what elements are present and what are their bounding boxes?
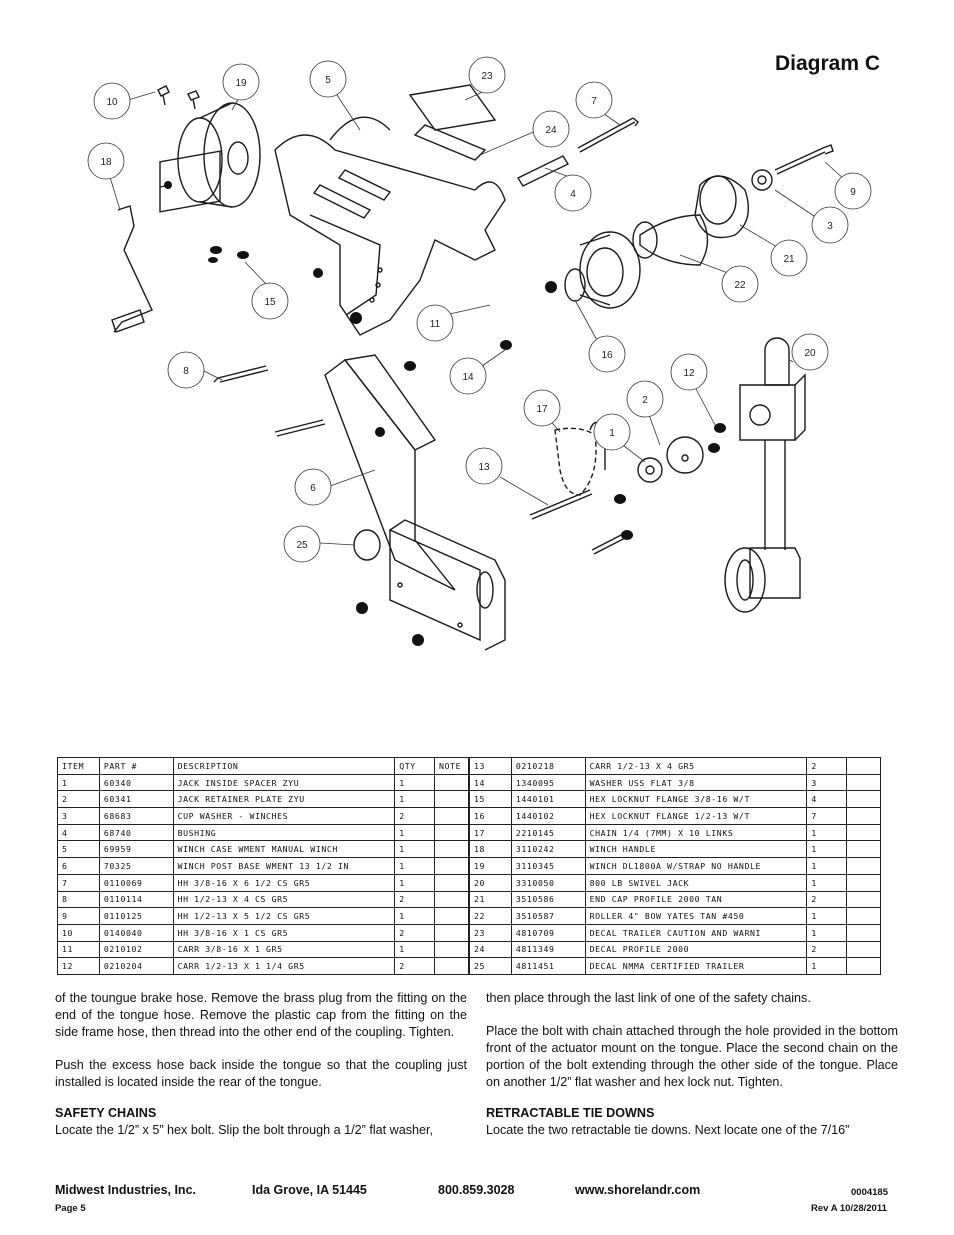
- table-row: [58, 858, 469, 875]
- cell-item: 12: [58, 958, 100, 975]
- cell-note: [435, 874, 469, 891]
- cell-note: [435, 791, 469, 808]
- svg-text:19: 19: [235, 78, 247, 89]
- cell-note: [847, 824, 881, 841]
- cell-qty: 2: [807, 941, 847, 958]
- cell-qty: 1: [395, 941, 435, 958]
- svg-text:8: 8: [183, 366, 189, 377]
- cell-description: 800 LB SWIVEL JACK: [585, 874, 807, 891]
- cell-note: [847, 858, 881, 875]
- cell-part-number: 1340095: [511, 774, 585, 791]
- cell-item: 14: [470, 774, 512, 791]
- header-qty: QTY: [395, 758, 435, 775]
- post-base-part: [325, 355, 505, 650]
- cell-qty: 1: [395, 841, 435, 858]
- cell-part-number: 4811451: [511, 958, 585, 975]
- cell-item: 20: [470, 874, 512, 891]
- svg-text:17: 17: [536, 404, 548, 415]
- table-row: [470, 874, 881, 891]
- svg-text:2: 2: [642, 395, 648, 406]
- table-row: [470, 808, 881, 825]
- svg-text:24: 24: [545, 125, 557, 136]
- cell-description: ROLLER 4" BOW YATES TAN #450: [585, 908, 807, 925]
- cell-qty: 2: [395, 958, 435, 975]
- callout-labels: [88, 57, 871, 562]
- header-note: NOTE: [435, 758, 469, 775]
- svg-text:6: 6: [310, 483, 316, 494]
- cell-qty: 1: [395, 824, 435, 841]
- cell-item: 5: [58, 841, 100, 858]
- cell-qty: 1: [807, 908, 847, 925]
- cell-item: 13: [470, 758, 512, 775]
- cell-item: 16: [470, 808, 512, 825]
- paragraph: of the toungue brake hose. Remove the brass plug from the fitting on the end of the tongue hose. Remove the plastic cap from the fitting on the side frame hose, then thread into the other end of the coupling. Tighten.: [55, 991, 467, 1039]
- cell-description: CARR 1/2-13 X 4 GR5: [585, 758, 807, 775]
- paragraph: Push the excess hose back inside the tongue so that the coupling just installed is located inside the rear of the tongue.: [55, 1058, 467, 1089]
- table-row: [470, 758, 881, 775]
- cell-note: [847, 791, 881, 808]
- svg-text:13: 13: [478, 462, 490, 473]
- table-row: [470, 924, 881, 941]
- cell-item: 22: [470, 908, 512, 925]
- cell-qty: 2: [807, 758, 847, 775]
- table-header-row: [58, 758, 469, 775]
- cell-part-number: 68740: [99, 824, 173, 841]
- cell-description: HH 1/2-13 X 4 CS GR5: [173, 891, 395, 908]
- cell-note: [435, 808, 469, 825]
- paragraph: Place the bolt with chain attached through the hole provided in the bottom front of the actuator mount on the tongue. Place the second chain on the portion of the bolt extending through the other side of the tongue. Place on another 1/2” flat washer and hex lock nut. Tighten.: [486, 1024, 898, 1089]
- section-heading-retractable-tie-downs: RETRACTABLE TIE DOWNS: [486, 1106, 655, 1120]
- winch-case-part: [275, 117, 505, 335]
- cell-qty: 4: [807, 791, 847, 808]
- svg-text:14: 14: [462, 372, 474, 383]
- cell-item: 17: [470, 824, 512, 841]
- cell-note: [435, 924, 469, 941]
- svg-text:15: 15: [264, 297, 276, 308]
- table-row: [58, 791, 469, 808]
- cell-description: CHAIN 1/4 (7MM) X 10 LINKS: [585, 824, 807, 841]
- svg-text:18: 18: [100, 157, 112, 168]
- swivel-jack-part: [725, 338, 805, 612]
- table-row: [470, 774, 881, 791]
- cell-description: WINCH CASE WMENT MANUAL WINCH: [173, 841, 395, 858]
- cell-description: CARR 1/2-13 X 1 1/4 GR5: [173, 958, 395, 975]
- svg-text:4: 4: [570, 189, 576, 200]
- cell-part-number: 60341: [99, 791, 173, 808]
- cell-note: [435, 858, 469, 875]
- table-row: [58, 891, 469, 908]
- svg-text:22: 22: [734, 280, 746, 291]
- cell-description: BUSHING: [173, 824, 395, 841]
- cell-description: HH 3/8-16 X 1 CS GR5: [173, 924, 395, 941]
- cell-description: HEX LOCKNUT FLANGE 1/2-13 W/T: [585, 808, 807, 825]
- cell-note: [847, 841, 881, 858]
- table-row: [58, 841, 469, 858]
- cell-item: 2: [58, 791, 100, 808]
- cell-qty: 2: [395, 891, 435, 908]
- cell-note: [435, 958, 469, 975]
- cell-item: 23: [470, 924, 512, 941]
- cell-description: CARR 3/8-16 X 1 GR5: [173, 941, 395, 958]
- cell-qty: 1: [395, 791, 435, 808]
- cell-part-number: 70325: [99, 858, 173, 875]
- cell-note: [847, 874, 881, 891]
- cell-item: 11: [58, 941, 100, 958]
- table-row: [470, 858, 881, 875]
- cell-item: 18: [470, 841, 512, 858]
- cell-part-number: 0210102: [99, 941, 173, 958]
- cell-qty: 1: [807, 958, 847, 975]
- cell-part-number: 69959: [99, 841, 173, 858]
- cell-description: DECAL TRAILER CAUTION AND WARNI: [585, 924, 807, 941]
- svg-text:11: 11: [429, 319, 441, 330]
- cell-item: 1: [58, 774, 100, 791]
- cell-qty: 1: [395, 774, 435, 791]
- paragraph: Locate the two retractable tie downs. Next locate one of the 7/16”: [486, 1123, 850, 1137]
- cell-note: [847, 774, 881, 791]
- header-item: ITEM: [58, 758, 100, 775]
- svg-text:23: 23: [481, 71, 493, 82]
- cell-part-number: 60340: [99, 774, 173, 791]
- table-row: [470, 891, 881, 908]
- cell-item: 4: [58, 824, 100, 841]
- cell-part-number: 3510586: [511, 891, 585, 908]
- cell-description: JACK INSIDE SPACER ZYU: [173, 774, 395, 791]
- cell-qty: 1: [395, 858, 435, 875]
- footer-phone: 800.859.3028: [438, 1183, 515, 1197]
- cell-item: 9: [58, 908, 100, 925]
- table-row: [470, 958, 881, 975]
- cell-description: END CAP PROFILE 2000 TAN: [585, 891, 807, 908]
- cell-note: [435, 774, 469, 791]
- cell-qty: 1: [395, 908, 435, 925]
- header-part: PART #: [99, 758, 173, 775]
- cell-item: 6: [58, 858, 100, 875]
- cell-part-number: 3310050: [511, 874, 585, 891]
- cell-note: [847, 808, 881, 825]
- cell-item: 7: [58, 874, 100, 891]
- cell-part-number: 68683: [99, 808, 173, 825]
- svg-text:9: 9: [850, 187, 856, 198]
- footer-city: Ida Grove, IA 51445: [252, 1183, 367, 1197]
- cell-item: 21: [470, 891, 512, 908]
- cell-part-number: 2210145: [511, 824, 585, 841]
- table-row: [58, 908, 469, 925]
- svg-text:20: 20: [804, 348, 816, 359]
- svg-text:7: 7: [591, 96, 597, 107]
- cell-qty: 2: [807, 891, 847, 908]
- table-row: [470, 824, 881, 841]
- paragraph: then place through the last link of one of the safety chains.: [486, 991, 811, 1005]
- left-text-column: [55, 990, 467, 1155]
- svg-text:3: 3: [827, 221, 833, 232]
- cell-note: [847, 891, 881, 908]
- cell-part-number: 0110069: [99, 874, 173, 891]
- cell-item: 25: [470, 958, 512, 975]
- footer-doc-number: 0004185: [851, 1187, 888, 1198]
- cell-description: JACK RETAINER PLATE ZYU: [173, 791, 395, 808]
- cell-description: WINCH POST BASE WMENT 13 1/2 IN: [173, 858, 395, 875]
- cell-note: [435, 941, 469, 958]
- section-heading-safety-chains: SAFETY CHAINS: [55, 1106, 157, 1120]
- table-row: [58, 924, 469, 941]
- table-row: [58, 958, 469, 975]
- table-row: [470, 908, 881, 925]
- cell-part-number: 1440101: [511, 791, 585, 808]
- cell-qty: 1: [807, 874, 847, 891]
- cell-qty: 1: [807, 824, 847, 841]
- cell-note: [847, 941, 881, 958]
- cell-qty: 7: [807, 808, 847, 825]
- cell-item: 10: [58, 924, 100, 941]
- svg-text:12: 12: [683, 368, 695, 379]
- cell-item: 15: [470, 791, 512, 808]
- cell-item: 3: [58, 808, 100, 825]
- cell-item: 24: [470, 941, 512, 958]
- diagram-title: Diagram C: [775, 52, 881, 75]
- table-row: [58, 824, 469, 841]
- cell-part-number: 3110345: [511, 858, 585, 875]
- table-row: [470, 841, 881, 858]
- svg-text:10: 10: [106, 97, 118, 108]
- cell-part-number: 0210218: [511, 758, 585, 775]
- cell-part-number: 0140040: [99, 924, 173, 941]
- footer-website: www.shorelandr.com: [575, 1183, 701, 1197]
- cell-part-number: 0110125: [99, 908, 173, 925]
- table-row: [470, 791, 881, 808]
- cell-part-number: 0210204: [99, 958, 173, 975]
- cell-note: [435, 824, 469, 841]
- cell-description: DECAL NMMA CERTIFIED TRAILER: [585, 958, 807, 975]
- cell-qty: 1: [395, 874, 435, 891]
- cell-description: HH 3/8-16 X 6 1/2 CS GR5: [173, 874, 395, 891]
- cell-part-number: 0110114: [99, 891, 173, 908]
- header-description: DESCRIPTION: [173, 758, 395, 775]
- cell-item: 19: [470, 858, 512, 875]
- footer-company: Midwest Industries, Inc.: [55, 1183, 196, 1197]
- parts-table-left: [57, 757, 469, 975]
- cell-part-number: 3510587: [511, 908, 585, 925]
- right-text-column: [486, 990, 898, 1155]
- cell-description: HH 1/2-13 X 5 1/2 CS GR5: [173, 908, 395, 925]
- footer-page: Page 5: [55, 1203, 86, 1214]
- cell-qty: 2: [395, 808, 435, 825]
- table-row: [58, 941, 469, 958]
- table-row: [58, 808, 469, 825]
- cell-qty: 3: [807, 774, 847, 791]
- winch-part: [160, 103, 260, 212]
- cell-part-number: 3110242: [511, 841, 585, 858]
- footer-revision: Rev A 10/28/2011: [811, 1203, 887, 1214]
- cell-note: [435, 891, 469, 908]
- cell-description: HEX LOCKNUT FLANGE 3/8-16 W/T: [585, 791, 807, 808]
- cell-note: [435, 908, 469, 925]
- svg-text:16: 16: [601, 350, 613, 361]
- parts-table-right: [469, 757, 881, 975]
- svg-text:5: 5: [325, 75, 331, 86]
- paragraph: Locate the 1/2” x 5” hex bolt. Slip the bolt through a 1/2” flat washer,: [55, 1123, 434, 1137]
- cell-description: WINCH HANDLE: [585, 841, 807, 858]
- cell-note: [847, 924, 881, 941]
- cell-qty: 1: [807, 841, 847, 858]
- cell-part-number: 4810709: [511, 924, 585, 941]
- cell-note: [847, 908, 881, 925]
- cell-note: [435, 841, 469, 858]
- table-row: [58, 774, 469, 791]
- cell-item: 8: [58, 891, 100, 908]
- cell-qty: 1: [807, 924, 847, 941]
- cell-note: [847, 958, 881, 975]
- table-row: [58, 874, 469, 891]
- cell-description: DECAL PROFILE 2000: [585, 941, 807, 958]
- cell-description: WINCH DL1800A W/STRAP NO HANDLE: [585, 858, 807, 875]
- cell-qty: 2: [395, 924, 435, 941]
- cell-description: WASHER USS FLAT 3/8: [585, 774, 807, 791]
- cell-part-number: 4811349: [511, 941, 585, 958]
- cell-note: [847, 758, 881, 775]
- svg-text:21: 21: [783, 254, 795, 265]
- svg-text:25: 25: [296, 540, 308, 551]
- cell-description: CUP WASHER - WINCHES: [173, 808, 395, 825]
- table-row: [470, 941, 881, 958]
- cell-part-number: 1440102: [511, 808, 585, 825]
- svg-text:1: 1: [609, 428, 615, 439]
- cell-qty: 1: [807, 858, 847, 875]
